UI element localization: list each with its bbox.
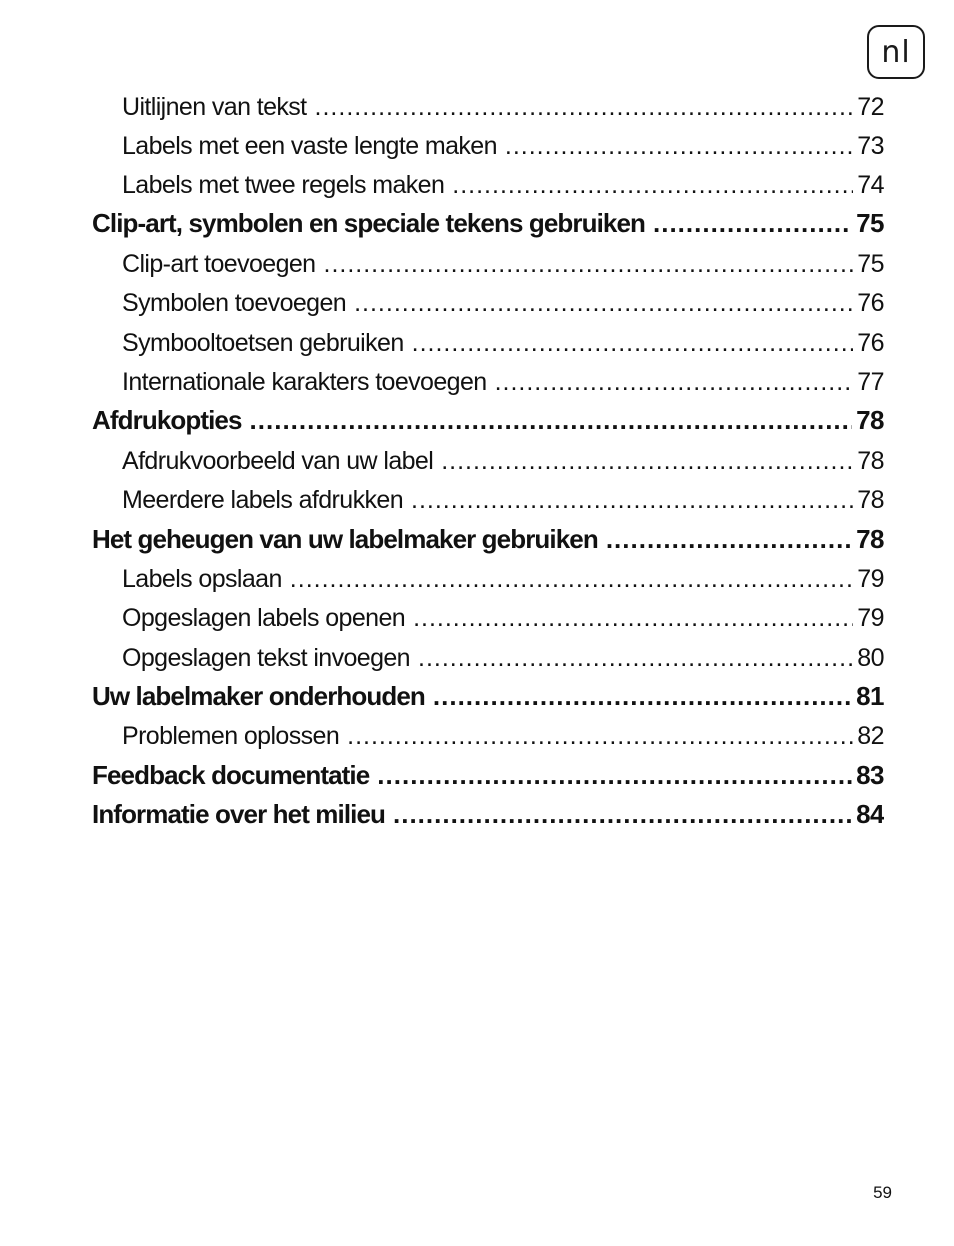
toc-entry-page: 72	[857, 93, 884, 122]
toc-entry-page: 76	[857, 329, 884, 358]
toc-entry-page: 75	[857, 250, 884, 279]
toc-section-title: Het geheugen van uw labelmaker gebruiken	[92, 524, 598, 555]
toc-entry[interactable]	[122, 82, 884, 122]
toc-leader-dots	[347, 722, 853, 751]
toc-entry[interactable]	[122, 160, 884, 200]
toc-leader-dots	[441, 447, 853, 476]
toc-entry-title: Labels opslaan	[122, 565, 282, 594]
toc-entry[interactable]	[122, 475, 884, 515]
page-number: 59	[873, 1183, 892, 1202]
toc-entry[interactable]	[122, 633, 884, 673]
toc-section-page: 75	[856, 208, 884, 239]
toc-leader-dots	[653, 209, 852, 239]
toc-entry-title: Symbolen toevoegen	[122, 289, 347, 318]
toc-leader-dots	[452, 171, 853, 200]
toc-leader-dots	[393, 800, 852, 830]
toc-section-page: 83	[856, 760, 884, 791]
toc-section-page: 78	[856, 524, 884, 555]
toc-entry-title: Opgeslagen labels openen	[122, 604, 406, 633]
toc-section-title: Informatie over het milieu	[92, 799, 386, 830]
toc-entry-page: 77	[857, 368, 884, 397]
toc-section-title: Afdrukopties	[92, 405, 242, 436]
toc-entry-page: 74	[857, 171, 884, 200]
toc-entry-page: 78	[857, 486, 884, 515]
toc-leader-dots	[495, 368, 854, 397]
toc-entry[interactable]	[122, 554, 884, 594]
toc-entry[interactable]	[122, 318, 884, 358]
toc-leader-dots	[606, 525, 852, 555]
toc-leader-dots	[413, 604, 853, 633]
toc-entry-title: Labels met twee regels maken	[122, 171, 445, 200]
toc-section-page: 78	[856, 405, 884, 436]
toc-entry-title: Opgeslagen tekst invoegen	[122, 644, 410, 673]
toc-entry-title: Afdrukvoorbeeld van uw label	[122, 447, 434, 476]
toc-leader-dots	[290, 565, 853, 594]
toc-entry-page: 80	[857, 644, 884, 673]
toc-section-title: Feedback documentatie	[92, 760, 370, 791]
toc-entry-page: 82	[857, 722, 884, 751]
toc-entry[interactable]	[122, 357, 884, 397]
toc-leader-dots	[315, 93, 854, 122]
toc-entry-title: Meerdere labels afdrukken	[122, 486, 403, 515]
toc-leader-dots	[505, 132, 853, 161]
toc-entry-page: 73	[857, 132, 884, 161]
toc-section-title: Clip-art, symbolen en speciale tekens gebruiken	[92, 208, 646, 239]
toc-leader-dots	[418, 644, 853, 673]
toc-entry[interactable]	[122, 436, 884, 476]
toc-entry-page: 78	[857, 447, 884, 476]
toc-entry-title: Problemen oplossen	[122, 722, 340, 751]
toc-leader-dots	[433, 682, 852, 712]
toc-section[interactable]	[92, 199, 884, 239]
toc-entry[interactable]	[122, 593, 884, 633]
toc-entry-page: 79	[857, 565, 884, 594]
toc-leader-dots	[354, 289, 853, 318]
toc-section[interactable]	[92, 790, 884, 830]
language-badge: nl	[867, 25, 925, 79]
toc-entry-title: Labels met een vaste lengte maken	[122, 132, 497, 161]
toc-entry-title: Clip-art toevoegen	[122, 250, 316, 279]
toc-entry-title: Internationale karakters toevoegen	[122, 368, 487, 397]
toc-leader-dots	[411, 486, 853, 515]
toc-section-page: 84	[856, 799, 884, 830]
toc-section-title: Uw labelmaker onderhouden	[92, 681, 425, 712]
toc-entry-page: 76	[857, 289, 884, 318]
toc-leader-dots	[412, 329, 854, 358]
toc-section[interactable]	[92, 672, 884, 712]
toc-leader-dots	[324, 250, 854, 279]
toc-entry-page: 79	[857, 604, 884, 633]
toc-section[interactable]	[92, 751, 884, 791]
toc-entry[interactable]	[122, 239, 884, 279]
toc-leader-dots	[377, 761, 852, 791]
toc-entry[interactable]	[122, 278, 884, 318]
toc-section[interactable]	[92, 515, 884, 555]
toc-entry[interactable]	[122, 121, 884, 161]
toc-section-page: 81	[856, 681, 884, 712]
toc-entry-title: Uitlijnen van tekst	[122, 93, 307, 122]
toc-section[interactable]	[92, 396, 884, 436]
toc-entry-title: Symbooltoetsen gebruiken	[122, 329, 404, 358]
toc-entry[interactable]	[122, 711, 884, 751]
toc-leader-dots	[250, 406, 853, 436]
